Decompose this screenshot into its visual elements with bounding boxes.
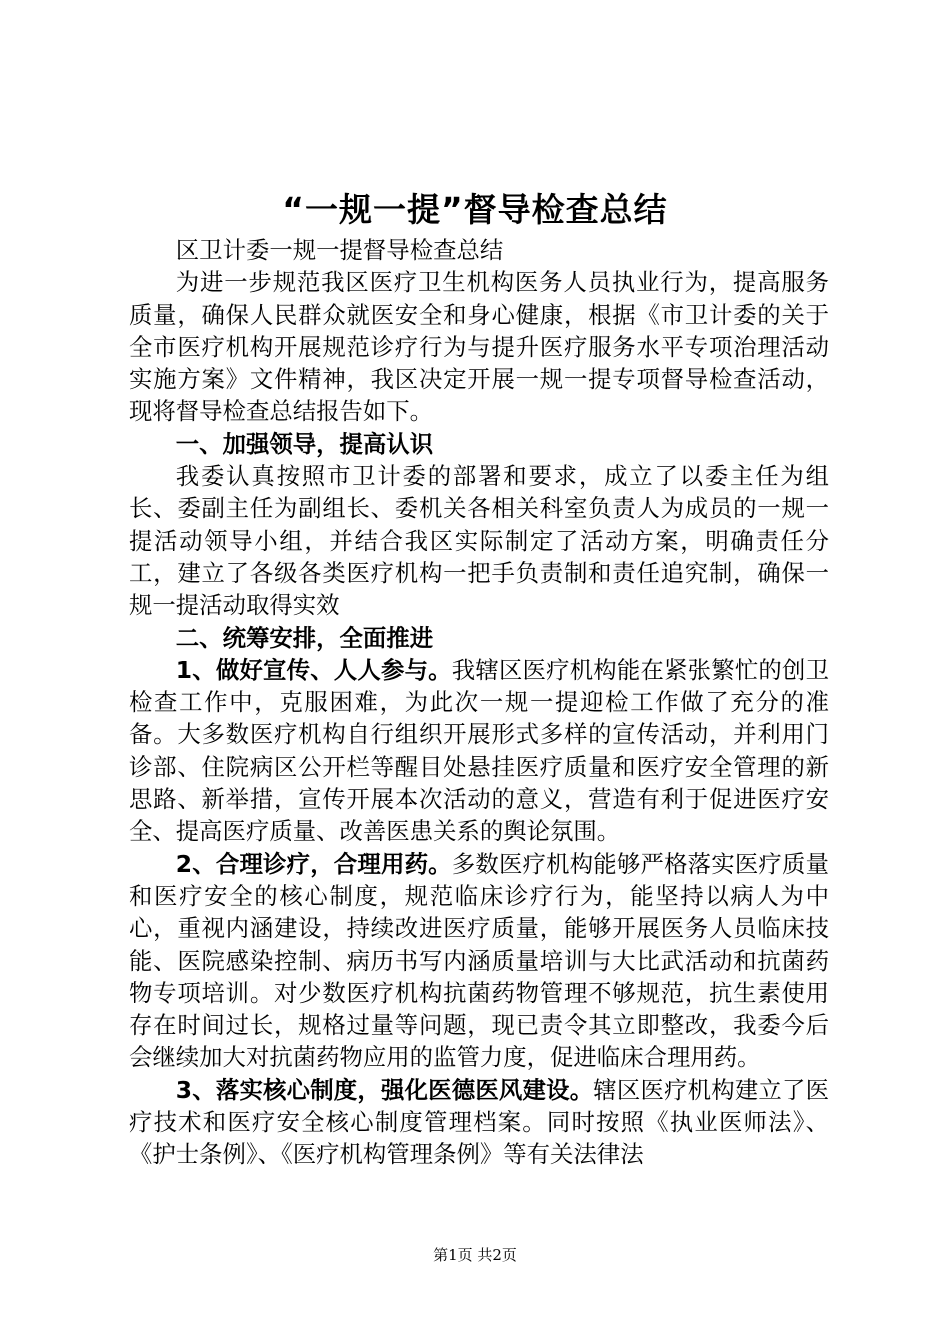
- paragraph-text: 我辖区医疗机构能在紧张繁忙的创卫检查工作中，克服困难，为此次一规一提迎检工作做了充分的准备。大多数医疗机构自行组织开展形式多样的宣传活动，并利用门诊部、住院病区公开栏等醒目处悬挂医疗质量和医疗安全管理的新思路、新举措，宣传开展本次活动的意义，营造有利于促进医疗安全、提高医疗质量、改善医患关系的舆论氛围。: [129, 655, 830, 846]
- item-lead: 2、合理诊疗，合理用药。: [175, 849, 452, 878]
- section-heading-1: [129, 428, 829, 460]
- paragraph-text: 辖区医疗机构建立了医疗技术和医疗安全核心制度管理档案。同时按照《执业医师法》、《护士条例》、《医疗机构管理条例》等有关法律法: [129, 1075, 829, 1169]
- paragraph-text: 区卫计委一规一提督导检查总结: [175, 236, 504, 264]
- paragraph-text: 我委认真按照市卫计委的部署和要求，成立了以委主任为组长、委副主任为副组长、委机关各相关科室负责人为成员的一规一提活动领导小组，并结合我区实际制定了活动方案，明确责任分工，建立了各级各类医疗机构一把手负责制和责任追究制，确保一规一提活动取得实效: [129, 462, 829, 620]
- paragraph-text: 多数医疗机构能够严格落实医疗质量和医疗安全的核心制度，规范临床诊疗行为，能坚持以病人为中心，重视内涵建设，持续改进医疗质量，能够开展医务人员临床技能、医院感染控制、病历书写内涵质量培训与大比武活动和抗菌药物专项培训。对少数医疗机构抗菌药物管理不够规范，抗生素使用存在时间过长，规格过量等问题，现已责令其立即整改，我委今后会继续加大对抗菌药物应用的监管力度，促进临床合理用药。: [129, 849, 830, 1072]
- paragraph-text: 为进一步规范我区医疗卫生机构医务人员执业行为，提高服务质量，确保人民群众就医安全和身心健康，根据《市卫计委的关于全市医疗机构开展规范诊疗行为与提升医疗服务水平专项治理活动实施方案》文件精神，我区决定开展一规一提专项督导检查活动，现将督导检查总结报告如下。: [129, 268, 829, 426]
- paragraph-intro: [129, 266, 829, 427]
- item-lead: 1、做好宣传、人人参与。: [175, 655, 452, 684]
- page-number-footer: 第1页 共2页: [433, 1246, 517, 1264]
- document-title: “一规一提”督导检查总结: [282, 190, 668, 229]
- paragraph-item-2: [129, 848, 829, 1074]
- heading-text: 一、加强领导，提高认识: [175, 429, 434, 458]
- document-body: [129, 234, 829, 1171]
- section-heading-2: [129, 622, 829, 654]
- paragraph-item-3: [129, 1074, 829, 1171]
- paragraph-item-1: [129, 654, 829, 848]
- heading-text: 二、统筹安排，全面推进: [175, 623, 434, 652]
- paragraph-leadership: [129, 460, 829, 621]
- paragraph-subtitle: [129, 234, 829, 266]
- item-lead: 3、落实核心制度，强化医德医风建设。: [175, 1075, 594, 1104]
